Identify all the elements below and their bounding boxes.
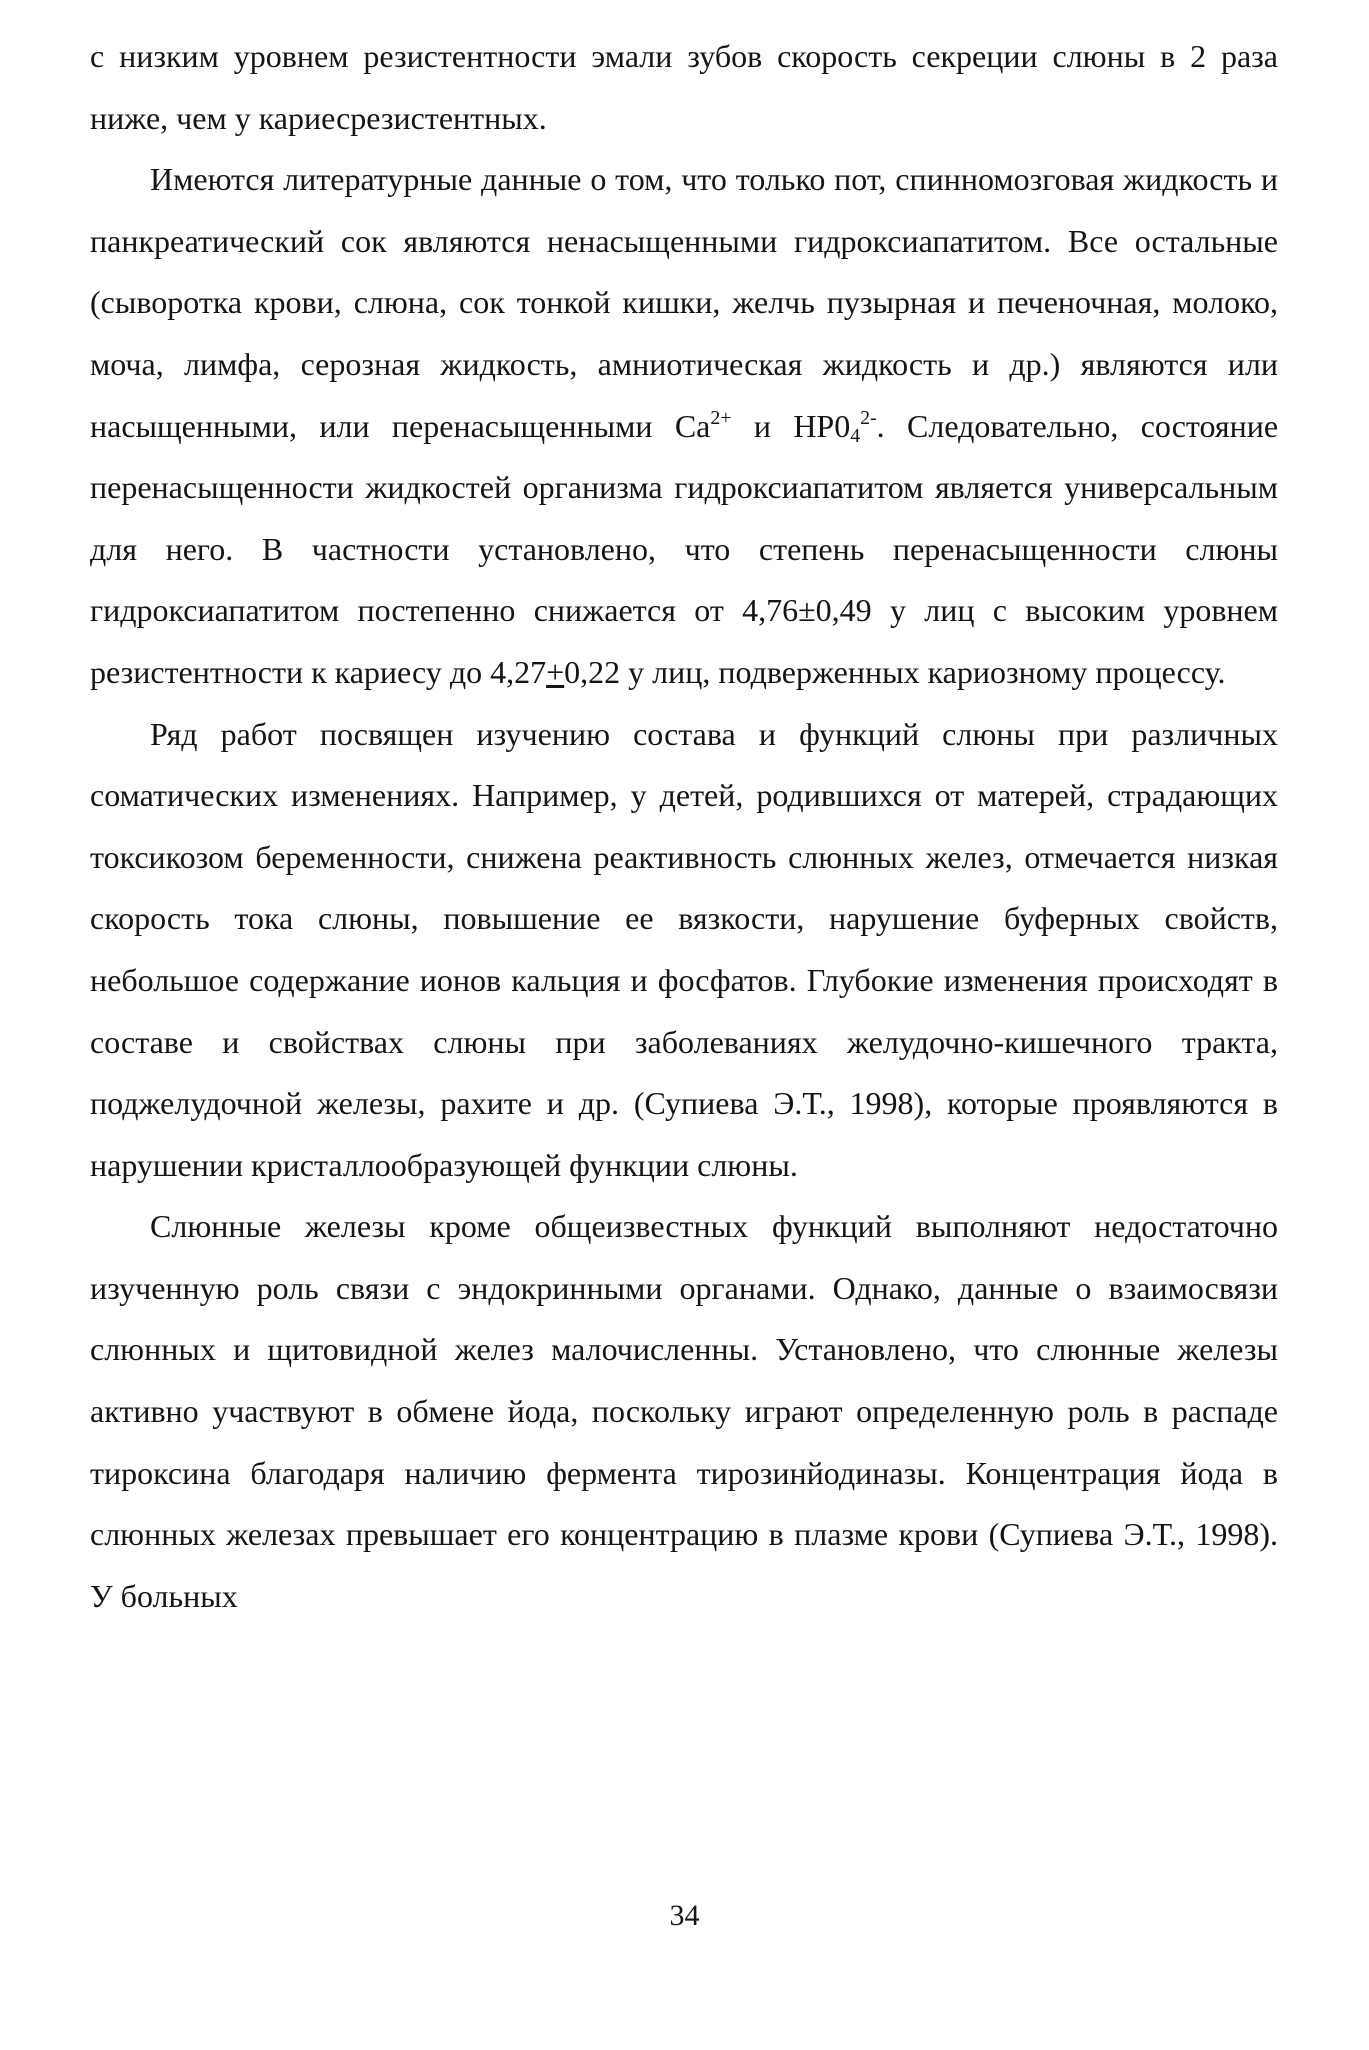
plus-minus-underlined: + <box>546 653 565 690</box>
calcium-ion-charge: 2+ <box>710 407 732 430</box>
phosphate-ion-subscript: 4 <box>850 424 861 447</box>
calcium-ion-symbol: Ca <box>674 407 711 444</box>
paragraph-saturation <box>90 149 1278 703</box>
phosphate-ion-symbol: HP0 <box>793 407 851 444</box>
phosphate-ion-charge: 2- <box>860 407 877 430</box>
paragraph-saturation-text-3: 0,22 у лиц, подверженных кариозному процессу. <box>564 653 1226 690</box>
paragraph-salivary-glands: Слюнные железы кроме общеизвестных функций выполняют недостаточно изученную роль связи с эндокринными органами. Однако, данные о взаимосвязи слюнных и щитовидной желез малочисленны. Установлено, что слюнные железы активно участвуют в обмене йода, поскольку играют определенную роль в распаде тироксина благодаря наличию фермента тирозинйодиназы. Концентрация йода в слюнных железах превышает его концентрацию в плазме крови (Супиева Э.Т., 1998). У больных <box>90 1208 1278 1614</box>
document-body <box>90 26 1278 1627</box>
page-number: 34 <box>669 1899 700 1932</box>
paragraph-saturation-text-1: Имеются литературные данные о том, что только пот, спинномозговая жидкость и панкреатический сок являются ненасыщенными гидроксиапатитом. Все остальные (сыворотка крови, слюна, сок тонкой кишки, желчь пузырная и печеночная, молоко, моча, лимфа, серозная жидкость, амниотическая жидкость и др.) являются или насыщенными, или перенасыщенными <box>90 161 1278 444</box>
paragraph-saturation-text-2: . Следовательно, состояние перенасыщенности жидкостей организма гидроксиапатитом является универсальным для него. В частности установлено, что степень перенасыщенности слюны гидроксиапатитом постепенно снижается от 4,76±0,49 у лиц с высоким уровнем резистентности к кариесу до 4,27 <box>90 407 1279 690</box>
paragraph-continuation: с низким уровнем резистентности эмали зубов скорость секреции слюны в 2 раза ниже, чем у кариесрезистентных. <box>90 38 1278 136</box>
paragraph-somatic-changes: Ряд работ посвящен изучению состава и функций слюны при различных соматических изменениях. Например, у детей, родившихся от матерей, страдающих токсикозом беременности, снижена реактивность слюнных желез, отмечается низкая скорость тока слюны, повышение ее вязкости, нарушение буферных свойств, небольшое содержание ионов кальция и фосфатов. Глубокие изменения происходят в составе и свойствах слюны при заболеваниях желудочно-кишечного тракта, поджелудочной железы, рахите и др. (Супиева Э.Т., 1998), которые проявляются в нарушении кристаллообразующей функции слюны. <box>90 715 1278 1183</box>
conjunction-text: и <box>731 407 794 444</box>
